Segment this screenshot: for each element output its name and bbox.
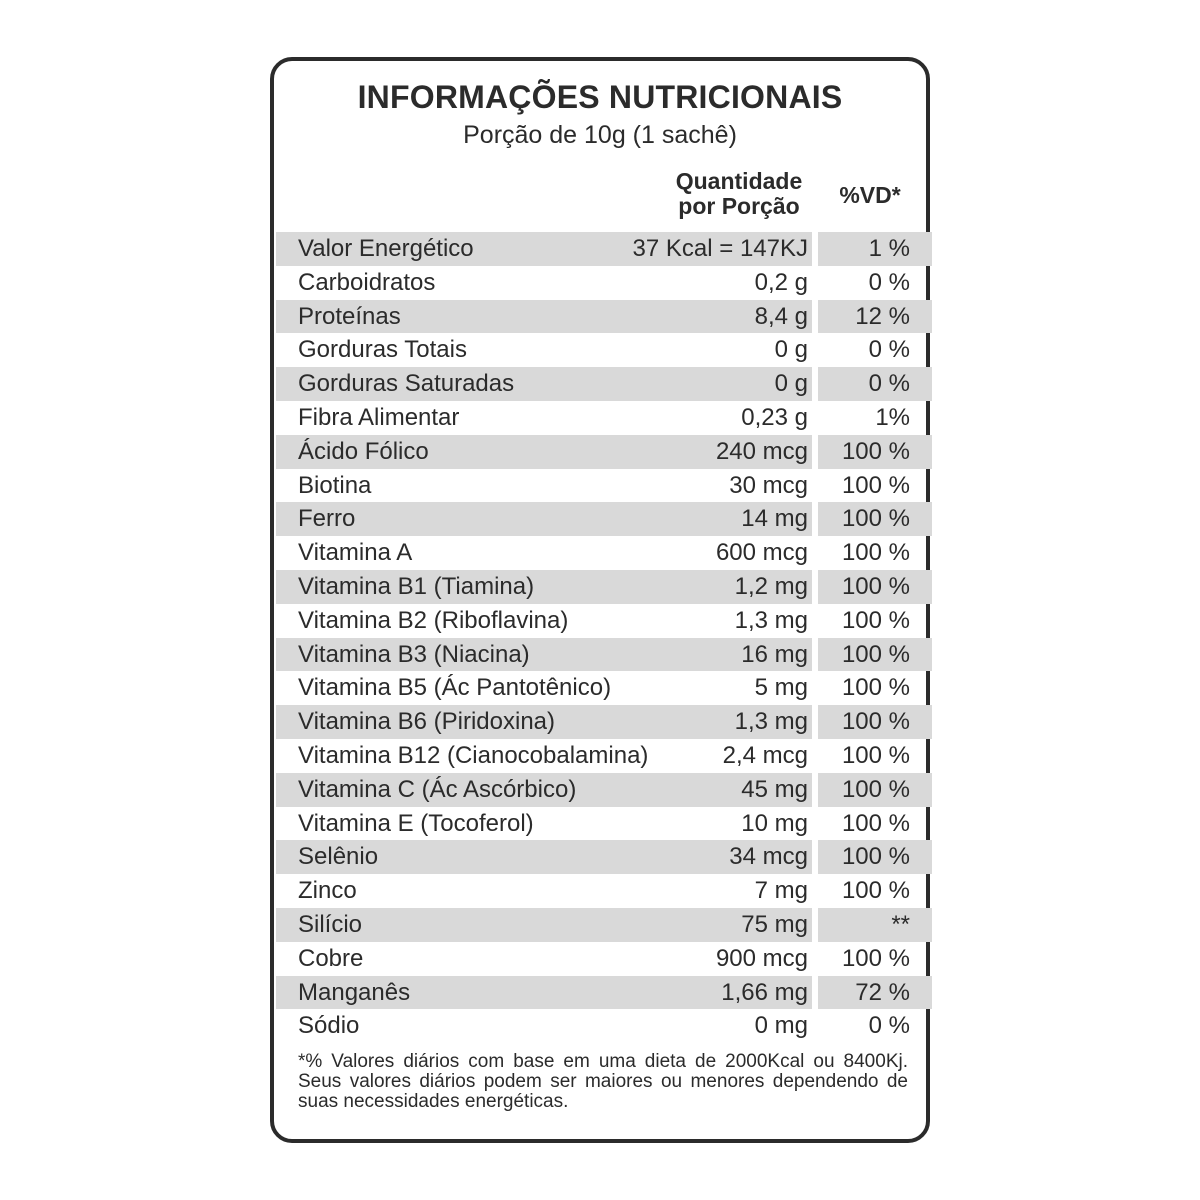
column-separator bbox=[812, 435, 818, 469]
nutrient-quantity: 1,66 mg bbox=[721, 978, 808, 1006]
column-separator bbox=[812, 536, 818, 570]
column-separator bbox=[812, 739, 818, 773]
column-separator bbox=[812, 773, 818, 807]
table-row bbox=[276, 604, 932, 638]
column-separator bbox=[812, 1009, 818, 1043]
nutrient-daily-value: 100 % bbox=[841, 674, 910, 702]
nutrient-quantity: 7 mg bbox=[754, 877, 808, 905]
nutrient-daily-value: 100 % bbox=[841, 539, 910, 567]
column-separator bbox=[812, 874, 818, 908]
table-row bbox=[276, 469, 932, 503]
nutrient-daily-value: 100 % bbox=[841, 606, 910, 634]
nutrient-daily-value: 100 % bbox=[841, 877, 910, 905]
nutrient-name: Vitamina C (Ác Ascórbico) bbox=[298, 775, 577, 803]
daily-value-footnote: *% Valores diários com base em uma dieta de 2000Kcal ou 8400Kj. Seus valores diários podem ser maiores ou menores dependendo de suas necessidades energéticas. bbox=[298, 1051, 908, 1112]
column-separator bbox=[812, 502, 818, 536]
nutrient-daily-value: 0 % bbox=[868, 268, 910, 296]
nutrient-name: Biotina bbox=[298, 471, 372, 499]
column-separator bbox=[812, 300, 818, 334]
table-row bbox=[276, 976, 932, 1010]
table-row bbox=[276, 942, 932, 976]
nutrient-daily-value: 0 % bbox=[868, 1012, 910, 1040]
nutrient-name: Vitamina B12 (Cianocobalamina) bbox=[298, 741, 649, 769]
table-row bbox=[276, 705, 932, 739]
column-separator bbox=[812, 942, 818, 976]
nutrient-name: Vitamina B5 (Ác Pantotênico) bbox=[298, 674, 612, 702]
column-separator bbox=[812, 570, 818, 604]
table-row bbox=[276, 807, 932, 841]
nutrient-name: Sódio bbox=[298, 1012, 360, 1040]
nutrient-quantity: 45 mg bbox=[741, 775, 808, 803]
nutrient-daily-value: 72 % bbox=[855, 978, 910, 1006]
nutrient-name: Vitamina B3 (Niacina) bbox=[298, 640, 530, 668]
nutrient-quantity: 240 mcg bbox=[715, 437, 808, 465]
daily-value-column-header: %VD* bbox=[839, 182, 901, 208]
table-row bbox=[276, 773, 932, 807]
quantity-column-header bbox=[654, 169, 824, 219]
nutrient-quantity: 1,3 mg bbox=[734, 708, 808, 736]
nutrient-daily-value: 100 % bbox=[841, 944, 910, 972]
table-row bbox=[276, 300, 932, 334]
column-separator bbox=[812, 266, 818, 300]
table-row bbox=[276, 266, 932, 300]
nutrient-name: Vitamina B1 (Tiamina) bbox=[298, 572, 535, 600]
nutrient-name: Zinco bbox=[298, 877, 357, 905]
table-row bbox=[276, 232, 932, 266]
nutrient-quantity: 8,4 g bbox=[754, 302, 808, 330]
table-row bbox=[276, 570, 932, 604]
nutrient-name: Vitamina A bbox=[298, 539, 413, 567]
nutrient-daily-value: 12 % bbox=[855, 302, 910, 330]
column-separator bbox=[812, 232, 818, 266]
nutrient-name: Vitamina E (Tocoferol) bbox=[298, 809, 534, 837]
nutrient-name: Cobre bbox=[298, 944, 364, 972]
nutrient-daily-value: 100 % bbox=[841, 437, 910, 465]
column-separator bbox=[812, 638, 818, 672]
column-separator bbox=[812, 705, 818, 739]
nutrient-name: Valor Energético bbox=[298, 235, 474, 262]
column-separator bbox=[812, 401, 818, 435]
nutrient-name: Carboidratos bbox=[298, 268, 436, 296]
nutrient-daily-value: 100 % bbox=[841, 640, 910, 668]
nutrient-daily-value: 100 % bbox=[841, 809, 910, 837]
nutrient-quantity: 0 mg bbox=[754, 1012, 808, 1040]
table-row bbox=[276, 1009, 932, 1043]
nutrient-quantity: 14 mg bbox=[741, 505, 808, 533]
nutrient-daily-value: 100 % bbox=[841, 843, 910, 871]
nutrient-quantity: 16 mg bbox=[741, 640, 808, 668]
nutrient-daily-value: 1% bbox=[875, 403, 910, 431]
nutrient-quantity: 0,23 g bbox=[741, 403, 808, 431]
nutrient-daily-value: 100 % bbox=[841, 471, 910, 499]
column-separator bbox=[812, 367, 818, 401]
table-row bbox=[276, 908, 932, 942]
nutrient-quantity: 0 g bbox=[774, 336, 808, 364]
nutrient-name: Gorduras Saturadas bbox=[298, 370, 515, 398]
table-row bbox=[276, 638, 932, 672]
column-separator bbox=[812, 840, 818, 874]
quantity-header-line2: por Porção bbox=[678, 193, 800, 219]
table-row bbox=[276, 671, 932, 705]
quantity-header-line1: Quantidade bbox=[675, 168, 803, 194]
nutrient-quantity: 5 mg bbox=[754, 674, 808, 702]
column-separator bbox=[812, 807, 818, 841]
nutrient-name: Vitamina B2 (Riboflavina) bbox=[298, 606, 569, 634]
table-row bbox=[276, 435, 932, 469]
nutrient-daily-value: 100 % bbox=[841, 708, 910, 736]
nutrient-daily-value: 100 % bbox=[841, 741, 910, 769]
column-separator bbox=[812, 604, 818, 638]
nutrient-quantity: 34 mcg bbox=[729, 843, 808, 871]
nutrient-name: Proteínas bbox=[298, 302, 401, 330]
nutrient-name: Ferro bbox=[298, 505, 356, 533]
table-row bbox=[276, 333, 932, 367]
column-separator bbox=[812, 671, 818, 705]
table-row bbox=[276, 874, 932, 908]
nutrient-quantity: 37 Kcal = 147KJ bbox=[632, 235, 808, 262]
nutrient-quantity: 0 g bbox=[774, 370, 808, 398]
nutrient-quantity: 1,3 mg bbox=[734, 606, 808, 634]
nutrient-daily-value: 100 % bbox=[841, 775, 910, 803]
table-row bbox=[276, 840, 932, 874]
nutrient-quantity: 1,2 mg bbox=[734, 572, 808, 600]
table-row bbox=[276, 739, 932, 773]
nutrient-daily-value: 100 % bbox=[841, 572, 910, 600]
nutrition-title: INFORMAÇÕES NUTRICIONAIS bbox=[357, 79, 843, 115]
nutrient-quantity: 600 mcg bbox=[715, 539, 808, 567]
column-separator bbox=[812, 976, 818, 1010]
table-row bbox=[276, 502, 932, 536]
nutrient-name: Silício bbox=[298, 910, 363, 938]
column-separator bbox=[812, 469, 818, 503]
column-separator bbox=[812, 333, 818, 367]
column-separator bbox=[812, 908, 818, 942]
nutrient-quantity: 2,4 mcg bbox=[722, 741, 808, 769]
portion-subtitle: Porção de 10g (1 sachê) bbox=[463, 121, 737, 149]
nutrient-name: Gorduras Totais bbox=[298, 336, 467, 364]
nutrient-daily-value: 100 % bbox=[841, 505, 910, 533]
nutrient-quantity: 75 mg bbox=[741, 910, 808, 938]
nutrient-name: Selênio bbox=[298, 843, 379, 871]
nutrient-quantity: 0,2 g bbox=[754, 268, 808, 296]
table-row bbox=[276, 401, 932, 435]
nutrition-facts-panel bbox=[270, 57, 930, 1143]
nutrient-daily-value: 0 % bbox=[868, 370, 910, 398]
nutrient-quantity: 10 mg bbox=[741, 809, 808, 837]
nutrient-table bbox=[276, 232, 932, 1043]
nutrient-name: Vitamina B6 (Piridoxina) bbox=[298, 708, 556, 736]
nutrient-quantity: 900 mcg bbox=[715, 944, 808, 972]
nutrient-name: Manganês bbox=[298, 978, 411, 1006]
nutrient-name: Fibra Alimentar bbox=[298, 403, 460, 431]
nutrient-quantity: 30 mcg bbox=[729, 471, 808, 499]
nutrient-name: Ácido Fólico bbox=[298, 437, 429, 465]
table-row bbox=[276, 367, 932, 401]
nutrient-daily-value: ** bbox=[891, 910, 910, 938]
nutrient-daily-value: 1 % bbox=[868, 235, 910, 262]
nutrient-daily-value: 0 % bbox=[868, 336, 910, 364]
table-row bbox=[276, 536, 932, 570]
